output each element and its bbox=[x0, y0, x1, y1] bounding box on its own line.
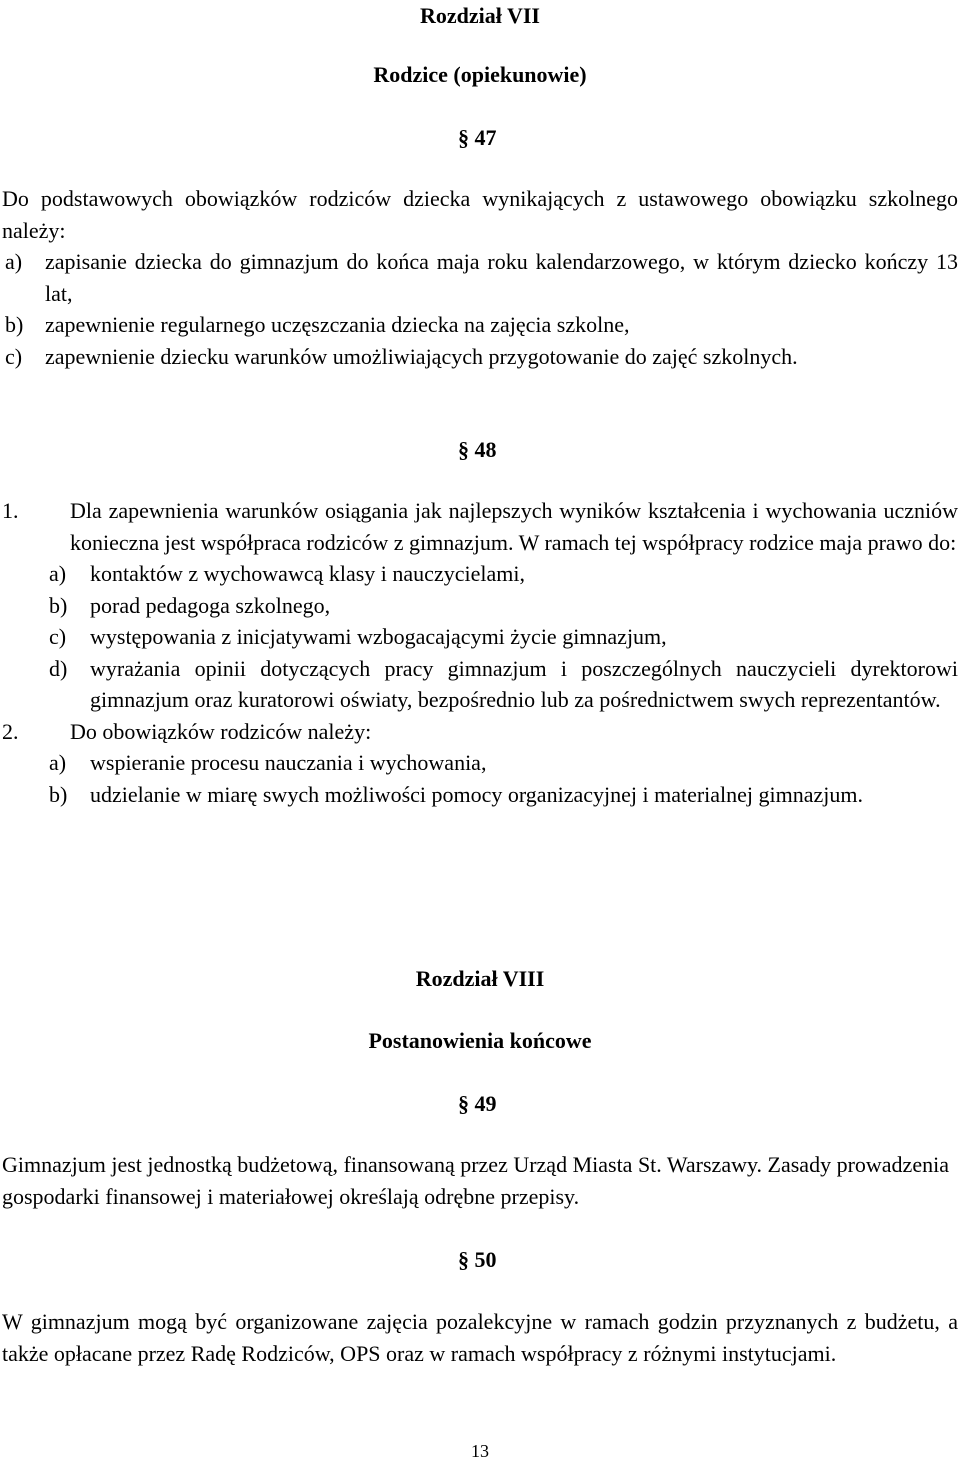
chapter-subtitle: Rodzice (opiekunowie) bbox=[373, 62, 587, 87]
paragraph-2 bbox=[2, 716, 958, 748]
paragraph-text: Dla zapewnienia warunków osiągania jak najlepszych wyników kształcenia i wychowania uczniów konieczna jest współpraca rodziców z gimnazjum. W ramach tej współpracy rodzice maja prawo do: bbox=[70, 498, 958, 555]
section-sign: § bbox=[458, 125, 469, 150]
list-item-label: a) bbox=[49, 750, 67, 775]
list-item bbox=[49, 747, 958, 779]
section-number: 50 bbox=[474, 1247, 497, 1272]
list-item-label: a) bbox=[5, 249, 23, 274]
paragraph-1 bbox=[2, 495, 958, 558]
paragraph-text: Do obowiązków rodziców należy: bbox=[70, 718, 372, 744]
paragraph-label: 1. bbox=[2, 498, 19, 523]
section-number: 49 bbox=[474, 1091, 497, 1116]
list-item bbox=[49, 653, 958, 716]
list-item bbox=[2, 309, 958, 341]
section-sign: § bbox=[458, 1247, 469, 1272]
section-48-heading bbox=[458, 434, 497, 466]
paragraph-1-list bbox=[49, 558, 958, 716]
list-item-label: b) bbox=[49, 781, 68, 807]
list-item bbox=[49, 590, 958, 622]
paragraph-2-list bbox=[49, 747, 958, 810]
list-item-text: porad pedagoga szkolnego, bbox=[90, 592, 331, 618]
list-item-label: c) bbox=[5, 343, 23, 369]
list-item-text: zapewnienie regularnego uczęszczania dziecka na zajęcia szkolne, bbox=[45, 312, 630, 337]
list-item-text: zapewnienie dziecku warunków umożliwiających przygotowanie do zajęć szkolnych. bbox=[45, 343, 798, 369]
section-number: 47 bbox=[474, 125, 497, 150]
section-47-intro: Do podstawowych obowiązków rodziców dziecka wynikających z ustawowego obowiązku szkolnego należy: bbox=[2, 186, 958, 243]
list-item-label: a) bbox=[49, 561, 67, 586]
list-item-text: wspieranie procesu nauczania i wychowania, bbox=[90, 750, 487, 775]
section-sign: § bbox=[458, 437, 469, 462]
section-49-heading bbox=[458, 1088, 497, 1120]
list-item-text: udzielanie w miarę swych możliwości pomocy organizacyjnej i materialnej gimnazjum. bbox=[90, 781, 864, 807]
chapter-title: Rozdział VII bbox=[420, 3, 540, 28]
paragraph-label: 2. bbox=[2, 718, 19, 744]
list-item-label: c) bbox=[49, 624, 67, 649]
list-item-label: d) bbox=[49, 655, 68, 681]
section-49-text: Gimnazjum jest jednostką budżetową, finansowaną przez Urząd Miasta St. Warszawy. Zasady prowadzenia gospodarki finansowej i materiałowej określają odrębne przepisy. bbox=[2, 1152, 949, 1209]
list-item-text: wyrażania opinii dotyczących pracy gimnazjum i poszczególnych nauczycieli dyrektorowi gimnazjum oraz kuratorowi oświaty, bezpośrednio lub za pośrednictwem swych reprezentantów. bbox=[90, 655, 958, 712]
section-sign: § bbox=[458, 1091, 469, 1116]
chapter-title: Rozdział VIII bbox=[415, 966, 545, 991]
list-item-label: b) bbox=[49, 592, 68, 618]
list-item-text: zapisanie dziecka do gimnazjum do końca maja roku kalendarzowego, w którym dziecko kończy 13 lat, bbox=[45, 249, 958, 306]
chapter-subtitle: Postanowienia końcowe bbox=[368, 1028, 592, 1053]
list-item bbox=[49, 621, 958, 653]
list-item-text: kontaktów z wychowawcą klasy i nauczycielami, bbox=[90, 561, 525, 586]
section-47-heading bbox=[458, 122, 497, 154]
page-number: 13 bbox=[471, 1441, 489, 1461]
section-50-text: W gimnazjum mogą być organizowane zajęcia pozalekcyjne w ramach godzin przyznanych z budżetu, a także opłacane przez Radę Rodziców, OPS oraz w ramach współpracy z różnymi instytucjami. bbox=[2, 1309, 958, 1366]
list-item bbox=[2, 246, 958, 309]
list-item-text: występowania z inicjatywami wzbogacającymi życie gimnazjum, bbox=[90, 624, 667, 649]
list-item bbox=[49, 558, 958, 590]
list-item bbox=[2, 341, 958, 373]
section-number: 48 bbox=[474, 437, 497, 462]
list-item-label: b) bbox=[5, 312, 24, 337]
section-50-heading bbox=[458, 1244, 497, 1276]
section-47-body bbox=[2, 183, 958, 372]
list-item bbox=[49, 779, 958, 811]
section-48-body bbox=[2, 495, 958, 810]
